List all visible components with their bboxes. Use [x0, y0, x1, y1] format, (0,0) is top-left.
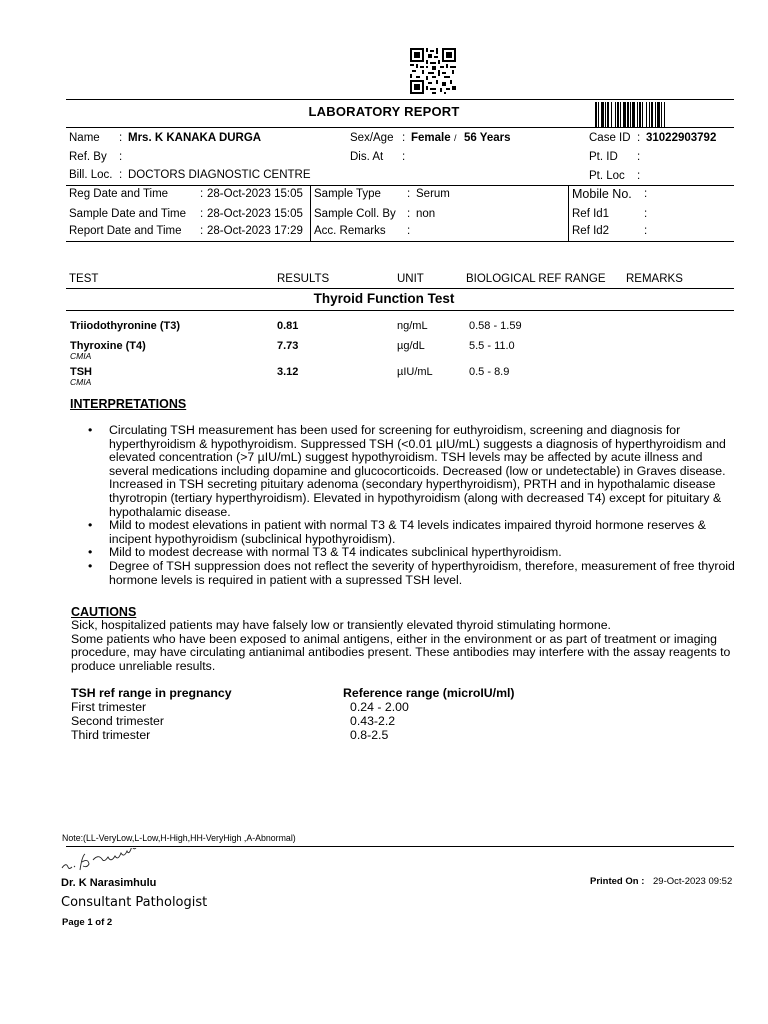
- signature-image: [60, 848, 150, 874]
- test-range: 5.5 - 11.0: [469, 340, 515, 352]
- doctor-title: Consultant Pathologist: [61, 895, 208, 910]
- billloc-label: Bill. Loc.: [69, 169, 113, 181]
- interpretations-heading: INTERPRETATIONS: [70, 397, 187, 411]
- cautions-text: [71, 619, 735, 673]
- refid1-label: Ref Id1: [572, 208, 610, 220]
- test-unit: ng/mL: [397, 320, 428, 332]
- header-rule: [66, 127, 734, 128]
- caution-line: Some patients who have been exposed to animal antigens, either in the environment or as part of treatment or imaging procedure, may have circulating antianimal antibodies present. These antibodies may interfere with the assay reagents to produce unreliable results.: [71, 631, 731, 673]
- reportdate-label: Report Date and Time: [69, 225, 182, 237]
- colon: :: [119, 132, 123, 144]
- ptloc-label: Pt. Loc: [589, 170, 625, 182]
- report-datetime: 28-Oct-2023 17:29: [207, 225, 303, 237]
- printed-value: 29-Oct-2023 09:52: [653, 876, 733, 887]
- caution-line: Sick, hospitalized patients may have falsely low or transiently elevated thyroid stimulating hormone.: [71, 618, 611, 632]
- trimester-label: First trimester: [71, 700, 147, 714]
- col-range: BIOLOGICAL REF RANGE: [466, 273, 606, 285]
- flag-note: Note:(LL-VeryLow,L-Low,H-High,HH-VeryHigh ,A-Abnormal): [62, 833, 296, 843]
- colon: :: [119, 151, 123, 163]
- grid-divider-1: [310, 185, 311, 242]
- sampletype-label: Sample Type: [314, 188, 381, 200]
- disat-label: Dis. At: [350, 151, 384, 163]
- case-id: 31022903792: [646, 132, 717, 144]
- test-unit: µg/dL: [397, 340, 425, 352]
- top-rule: [66, 99, 734, 100]
- sample-type: Serum: [416, 188, 450, 200]
- refid2-label: Ref Id2: [572, 225, 610, 237]
- accremarks-label: Acc. Remarks: [314, 225, 386, 237]
- list-item-text: Circulating TSH measurement has been used for screening for euthyroidism, screening and diagnosis for hyperthyroidism & hypothyroidism. Suppressed TSH (<0.01 µIU/mL) suggests a diagnosis of hyperthyroidism and elevated concentration (>7 µIU/mL) suggest hypothyroidism. TSH levels may be affected by acute illness and several medications including dopamine and glucocorticoids. Decreased (low or undetectable) in Graves disease. Increased in TSH secreting pituitary adenoma (secondary hyperthyroidism), PRTH and in hypothalamic disease thyrotropin (tertiary hyperthyroidism). Elevated in hypothyroidism (along with decreased T4) except for pituitary & hypothalamic disease.: [109, 423, 726, 519]
- trimester-range: 0.24 - 2.00: [350, 700, 409, 714]
- age-separator: /: [454, 133, 457, 143]
- cautions-heading: CAUTIONS: [71, 605, 137, 619]
- colhead-rule: [66, 288, 734, 289]
- colon: :: [200, 208, 204, 220]
- colon: :: [200, 225, 204, 237]
- refby-label: Ref. By: [69, 151, 107, 163]
- patient-sex: Female: [411, 132, 451, 144]
- patient-name: Mrs. K KANAKA DURGA: [128, 132, 262, 144]
- colon: :: [407, 188, 411, 200]
- bullet-icon: •: [88, 423, 93, 437]
- caseid-label: Case ID: [589, 132, 631, 144]
- mobile-label: Mobile No.: [572, 187, 632, 201]
- colon: :: [119, 169, 123, 181]
- col-test: TEST: [69, 273, 99, 285]
- test-unit: µIU/mL: [397, 366, 433, 378]
- colon: :: [644, 188, 648, 200]
- list-item: [88, 519, 738, 546]
- pregnancy-heading: TSH ref range in pregnancy: [71, 686, 232, 700]
- grid-top-rule: [66, 185, 734, 186]
- list-item-text: Degree of TSH suppression does not reflect the severity of hyperthyroidism, therefore, measurement of free thyroid hormone levels is required in patient with a supressed TSH level.: [109, 558, 735, 587]
- name-label: Name: [69, 132, 100, 144]
- pregnancy-range-heading: Reference range (microIU/ml): [343, 686, 515, 700]
- colon: :: [644, 208, 648, 220]
- colon: :: [644, 225, 648, 237]
- doctor-name: Dr. K Narasimhulu: [61, 877, 157, 889]
- trimester-label: Second trimester: [71, 714, 164, 728]
- ptid-label: Pt. ID: [589, 151, 618, 163]
- colon: :: [637, 132, 641, 144]
- section-title: Thyroid Function Test: [313, 291, 455, 306]
- list-item: [88, 424, 738, 519]
- sampledate-label: Sample Date and Time: [69, 208, 186, 220]
- colon: :: [407, 225, 411, 237]
- printed-label: Printed On :: [590, 876, 645, 887]
- grid-divider-2: [568, 185, 569, 242]
- col-results: RESULTS: [277, 273, 330, 285]
- col-unit: UNIT: [397, 273, 424, 285]
- samplecoll-label: Sample Coll. By: [314, 208, 396, 220]
- test-result: 7.73: [277, 340, 299, 352]
- list-item-text: Mild to modest elevations in patient with normal T3 & T4 levels indicates impaired thyroid hormone reserves & incipent hypothyroidism (subclinical hypothyroidism).: [109, 518, 706, 546]
- test-method: CMIA: [70, 351, 92, 361]
- colon: :: [637, 170, 641, 182]
- test-name: TSH: [70, 366, 92, 378]
- qr-code: [410, 48, 456, 94]
- bullet-icon: •: [88, 558, 93, 573]
- reg-label: Reg Date and Time: [69, 188, 169, 200]
- printed-on: [590, 876, 732, 887]
- trimester-label: Third trimester: [71, 728, 151, 742]
- list-item-text: Mild to modest decrease with normal T3 & T4 indicates subclinical hyperthyroidism.: [109, 545, 562, 560]
- grid-bottom-rule: [66, 241, 734, 242]
- section-rule: [66, 310, 734, 311]
- bullet-icon: •: [88, 518, 93, 533]
- interpretations-list: [88, 424, 738, 587]
- test-result: 0.81: [277, 320, 299, 332]
- bill-location: DOCTORS DIAGNOSTIC CENTRE: [128, 169, 311, 181]
- bullet-icon: •: [88, 545, 93, 560]
- report-title: LABORATORY REPORT: [308, 104, 460, 119]
- colon: :: [402, 132, 406, 144]
- colon: :: [637, 151, 641, 163]
- trimester-range: 0.8-2.5: [350, 728, 389, 742]
- test-range: 0.58 - 1.59: [469, 320, 522, 332]
- reg-datetime: 28-Oct-2023 15:05: [207, 188, 303, 200]
- test-name: Thyroxine (T4): [70, 340, 146, 352]
- test-name: Triiodothyronine (T3): [70, 320, 180, 332]
- patient-age: 56 Years: [464, 132, 511, 144]
- page-number: Page 1 of 2: [62, 917, 113, 928]
- test-range: 0.5 - 8.9: [469, 366, 510, 378]
- test-method: CMIA: [70, 377, 92, 387]
- footer-rule: [66, 846, 734, 847]
- col-remarks: REMARKS: [626, 273, 683, 285]
- list-item: [88, 560, 738, 587]
- sexage-label: Sex/Age: [350, 132, 394, 144]
- test-result: 3.12: [277, 366, 299, 378]
- colon: :: [200, 188, 204, 200]
- colon: :: [402, 151, 406, 163]
- sample-coll-by: non: [416, 208, 436, 220]
- colon: :: [407, 208, 411, 220]
- list-item: [88, 546, 738, 560]
- trimester-range: 0.43-2.2: [350, 714, 396, 728]
- sample-datetime: 28-Oct-2023 15:05: [207, 208, 303, 220]
